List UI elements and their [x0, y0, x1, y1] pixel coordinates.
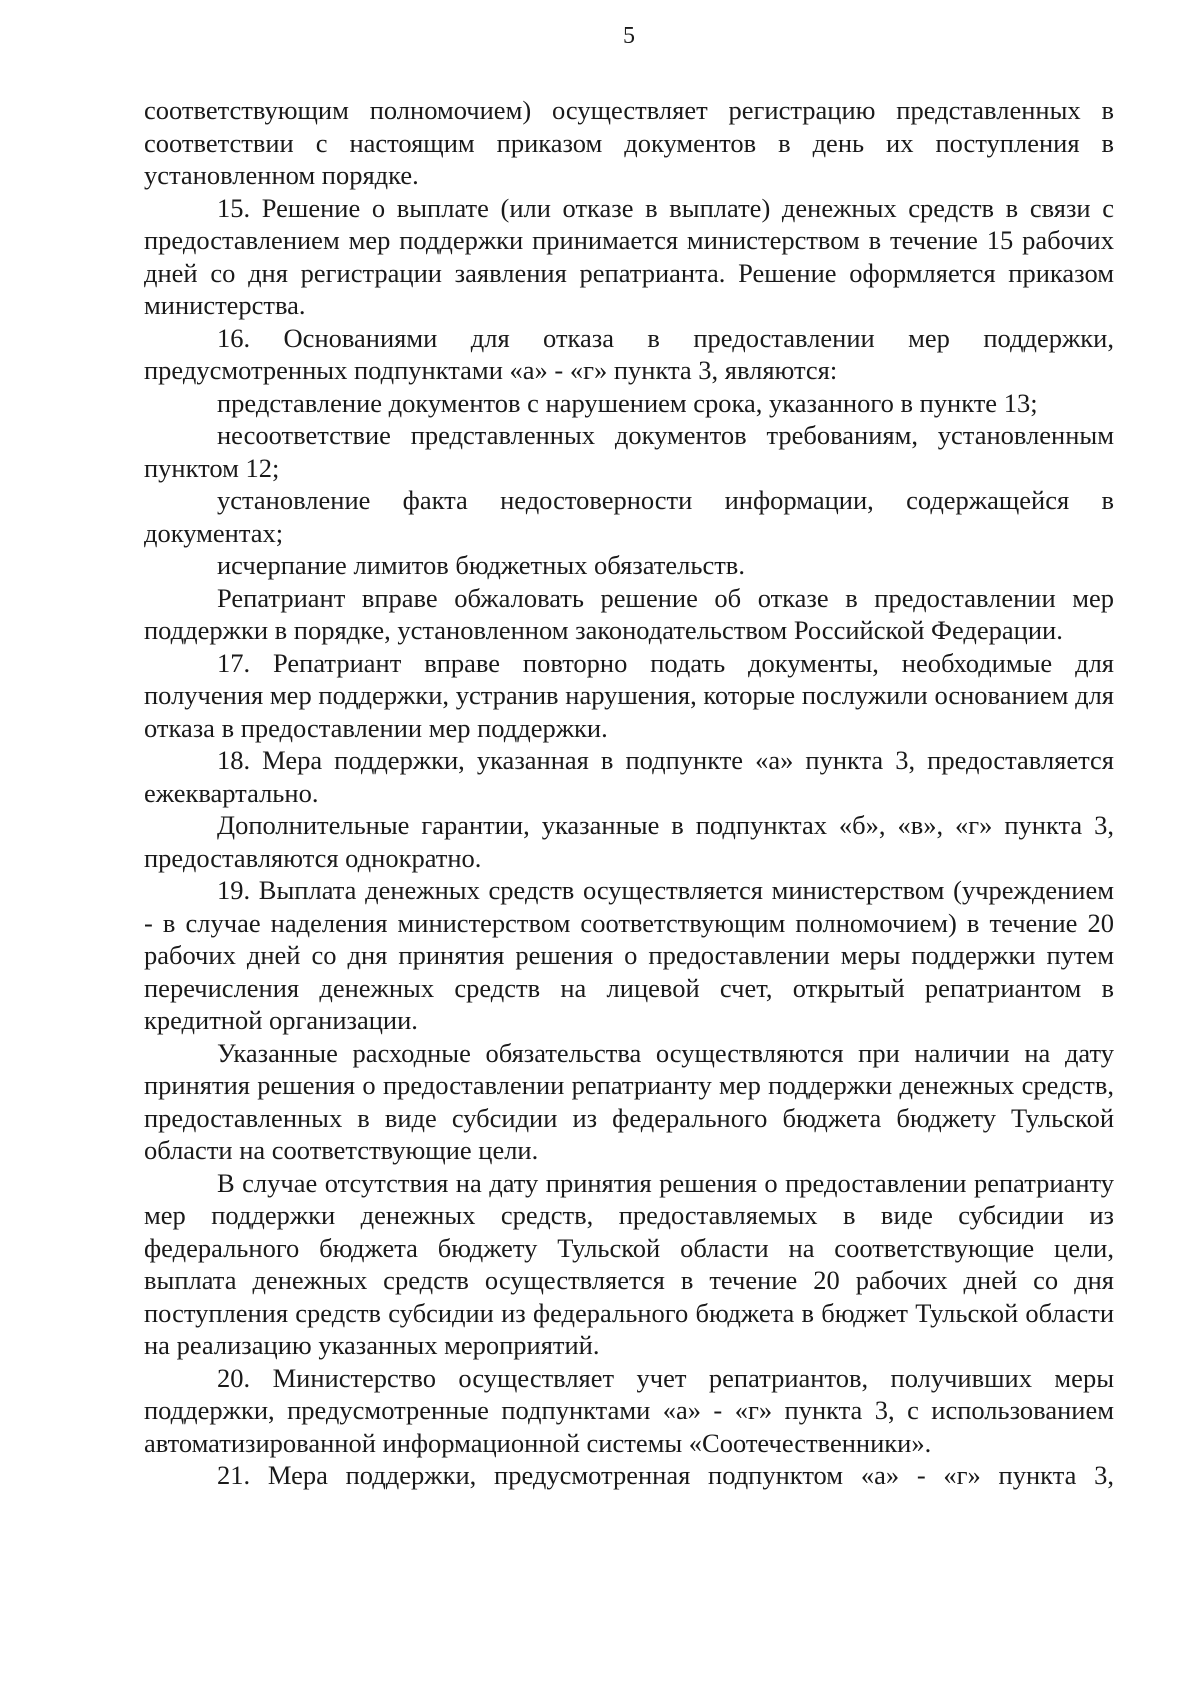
paragraph-item-18: 18. Мера поддержки, указанная в подпункте «а» пункта 3, предоставляется ежеквартально. [144, 745, 1114, 808]
paragraph-additional-guarantees: Дополнительные гарантии, указанные в подпунктах «б», «в», «г» пункта 3, предоставляются однократно. [144, 810, 1114, 873]
paragraph-item-21: 21. Мера поддержки, предусмотренная подпунктом «а» - «г» пункта 3, [217, 1460, 1114, 1490]
refusal-ground-4: исчерпание лимитов бюджетных обязательств. [217, 550, 745, 580]
paragraph-item-20: 20. Министерство осуществляет учет репатриантов, получивших меры поддержки, предусмотренные подпунктами «а» - «г» пункта 3, с использованием автоматизированной информационной системы «Соотечественники». [144, 1362, 1114, 1458]
paragraph-continuation: соответствующим полномочием) осуществляет регистрацию представленных в соответствии с настоящим приказом документов в день их поступления в установленном порядке. [144, 95, 1114, 190]
paragraph-item-17: 17. Репатриант вправе повторно подать документы, необходимые для получения мер поддержки, устранив нарушения, которые послужили основанием для отказа в предоставлении мер поддержки. [144, 647, 1114, 743]
paragraph-subsidy-absence: В случае отсутствия на дату принятия решения о предоставлении репатрианту мер поддержки денежных средств, предоставляемых в виде субсидии из федерального бюджета бюджету Тульской области на соответствующие цели, выплата денежных средств осуществляется в течение 20 рабочих дней со дня поступления средств субсидии из федерального бюджета в бюджет Тульской области на реализацию указанных мероприятий. [144, 1167, 1114, 1360]
paragraph-appeal: Репатриант вправе обжаловать решение об отказе в предоставлении мер поддержки в порядке, установленном законодательством Российской Федерации. [144, 582, 1114, 645]
refusal-ground-1: представление документов с нарушением срока, указанного в пункте 13; [217, 387, 1038, 418]
document-body [144, 94, 1114, 1492]
paragraph-expenditure-obligations: Указанные расходные обязательства осуществляются при наличии на дату принятия решения о предоставлении репатрианту мер поддержки денежных средств, предоставленных в виде субсидии из федерального бюджета бюджету Тульской области на соответствующие цели. [144, 1037, 1114, 1165]
refusal-ground-3: установление факта недостоверности информации, содержащейся в документах; [144, 485, 1114, 548]
paragraph-item-19: 19. Выплата денежных средств осуществляется министерством (учреждением - в случае наделения министерством соответствующим полномочием) в течение 20 рабочих дней со дня принятия решения о предоставлении меры поддержки путем перечисления денежных средств на лицевой счет, открытый репатриантом в кредитной организации. [144, 875, 1114, 1035]
paragraph-item-16: 16. Основаниями для отказа в предоставлении мер поддержки, предусмотренных подпунктами «а» - «г» пункта 3, являются: [144, 322, 1114, 385]
paragraph-item-15: 15. Решение о выплате (или отказе в выплате) денежных средств в связи с предоставлением мер поддержки принимается министерством в течение 15 рабочих дней со дня регистрации заявления репатрианта. Решение оформляется приказом министерства. [144, 192, 1114, 320]
refusal-ground-2: несоответствие представленных документов требованиям, установленным пунктом 12; [144, 420, 1114, 483]
page-number: 5 [623, 23, 635, 49]
